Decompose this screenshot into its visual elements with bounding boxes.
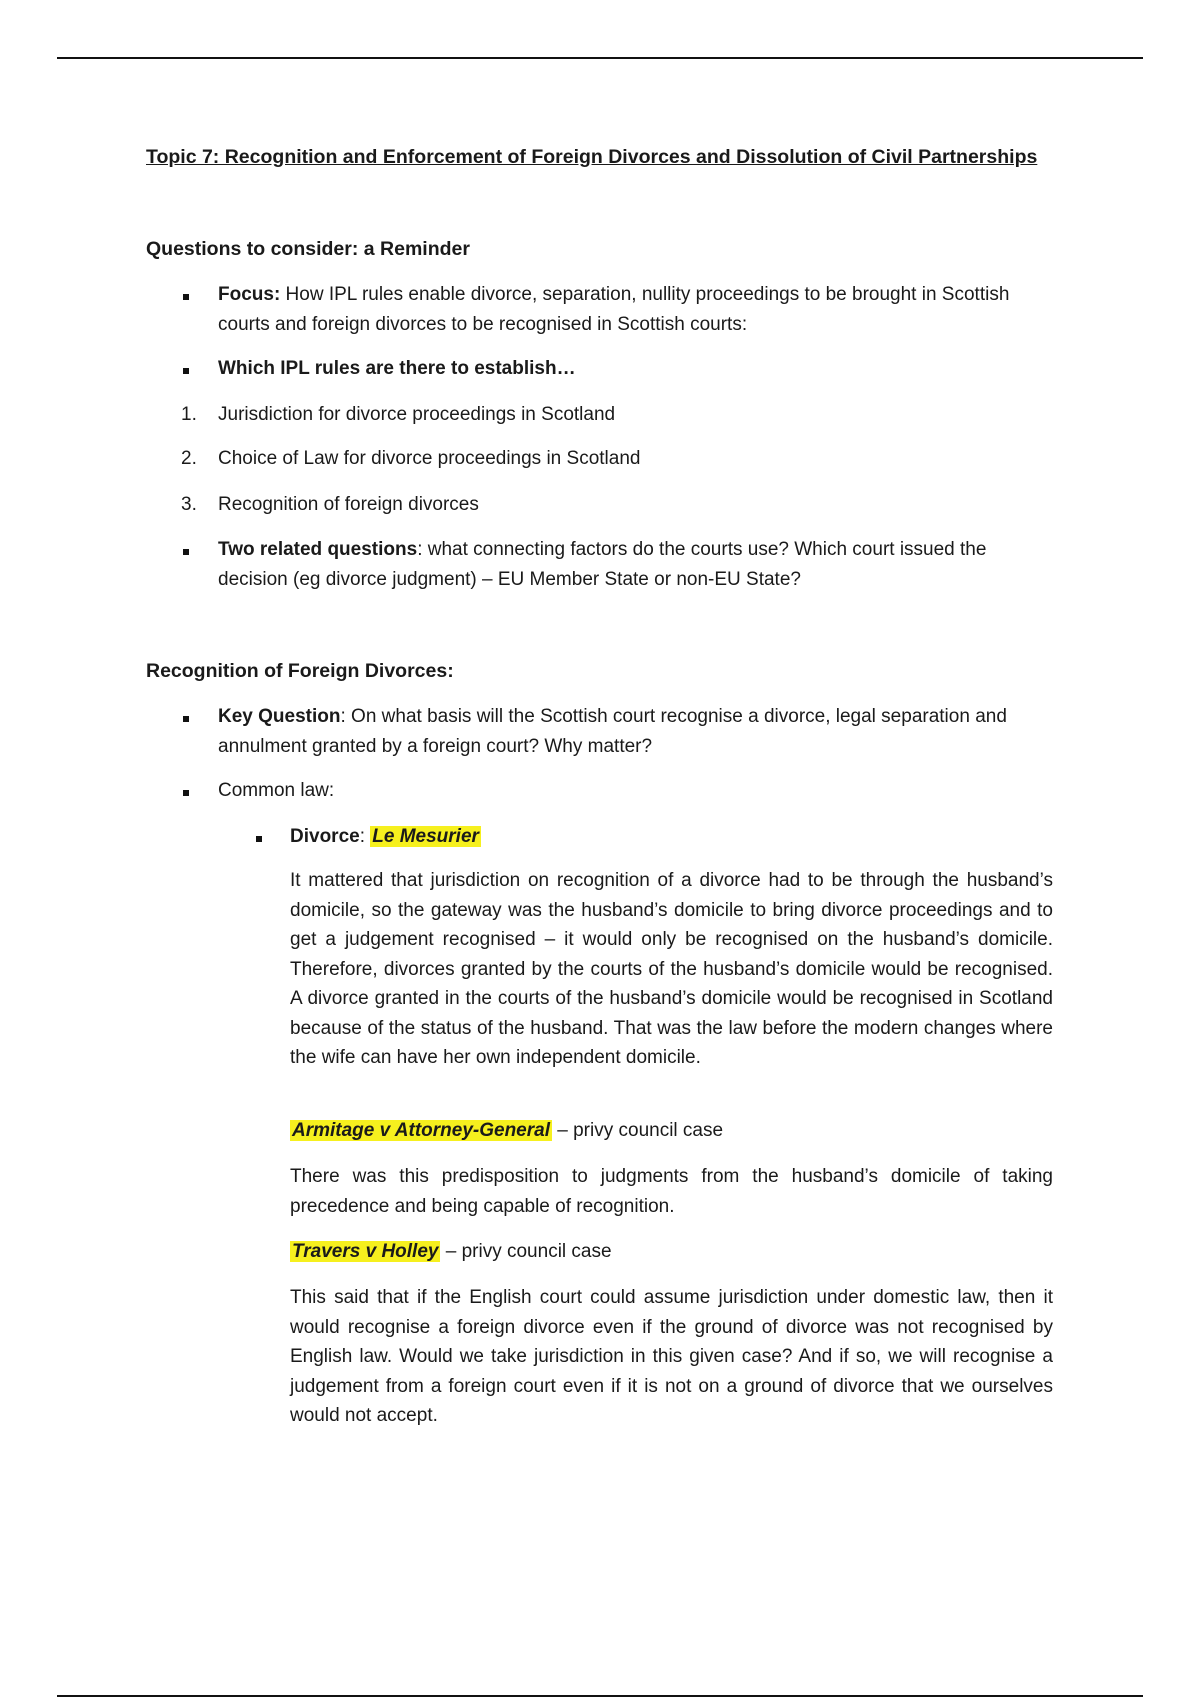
square-bullet-icon bbox=[181, 535, 211, 565]
divorce-label: Divorce bbox=[290, 826, 360, 847]
focus-text: How IPL rules enable divorce, separation, nullity proceedings to be brought in Scottish courts and foreign divorces to be recognised in Scottish courts: bbox=[218, 284, 1010, 335]
item-number: 1. bbox=[181, 404, 197, 425]
paragraph-le-mesurier: It mattered that jurisdiction on recognition of a divorce had to be through the husband’s domicile, so the gateway was the husband’s domicile to bring divorce proceedings and to get a judgement recognised – it would only be recognised on the husband’s domicile. Therefore, divorces granted by the courts of the husband’s domicile would be recognised. A divorce granted in the courts of the husband’s domicile would be recognised in Scotland because of the status of the husband. That was the law before the modern changes where the wife can have her own independent domicile. bbox=[290, 870, 1053, 1068]
case-armitage bbox=[290, 1116, 723, 1146]
sub-item-divorce bbox=[290, 822, 1053, 852]
paragraph-armitage: There was this predisposition to judgments from the husband’s domicile of taking precedence and being capable of recognition. bbox=[290, 1166, 1053, 1217]
page-title: Topic 7: Recognition and Enforcement of Foreign Divorces and Dissolution of Civil Partnerships bbox=[146, 146, 1038, 168]
case-name-travers: Travers v Holley bbox=[292, 1241, 439, 1262]
which-rules-text: Which IPL rules are there to establish… bbox=[218, 358, 576, 379]
list-item-common-law bbox=[218, 776, 1053, 806]
top-rule bbox=[57, 57, 1143, 59]
list-item-related-questions bbox=[218, 535, 1053, 595]
numbered-item-text: Jurisdiction for divorce proceedings in Scotland bbox=[218, 404, 616, 425]
numbered-item bbox=[181, 400, 1053, 430]
case-name-le-mesurier: Le Mesurier bbox=[372, 826, 479, 847]
numbered-item bbox=[181, 444, 1053, 474]
list-item-focus bbox=[218, 280, 1053, 340]
list-item-key-question bbox=[218, 702, 1053, 762]
common-law-text: Common law: bbox=[218, 780, 335, 801]
case-note: – privy council case bbox=[551, 1120, 724, 1141]
item-number: 3. bbox=[181, 494, 197, 515]
numbered-item-text: Choice of Law for divorce proceedings in Scotland bbox=[218, 448, 641, 469]
key-question-label: Key Question bbox=[218, 706, 341, 727]
paragraph-travers: This said that if the English court could assume jurisdiction under domestic law, then it would recognise a foreign divorce even if the ground of divorce was not recognised by English law. Would we take jurisdiction in this given case? And if so, we will recognise a judgement from a foreign court even if it is not on a ground of divorce that we ourselves would not accept. bbox=[290, 1287, 1053, 1426]
square-bullet-icon bbox=[181, 702, 211, 732]
item-number: 2. bbox=[181, 448, 197, 469]
numbered-item bbox=[181, 490, 1053, 520]
square-bullet-icon bbox=[181, 280, 211, 310]
square-bullet-icon bbox=[181, 354, 211, 384]
recognition-heading: Recognition of Foreign Divorces: bbox=[146, 660, 454, 682]
divorce-separator: : bbox=[359, 826, 371, 847]
case-travers bbox=[290, 1237, 612, 1267]
related-text: : what connecting factors do the courts use? Which court issued the decision (eg divorce judgment) – EU Member State or non-EU State? bbox=[218, 539, 987, 590]
case-name-armitage: Armitage v Attorney-General bbox=[292, 1120, 550, 1141]
list-item-which-rules bbox=[218, 354, 1053, 384]
numbered-item-text: Recognition of foreign divorces bbox=[218, 494, 479, 515]
focus-label: Focus: bbox=[218, 284, 281, 305]
key-question-text: : On what basis will the Scottish court recognise a divorce, legal separation and annulment granted by a foreign court? Why matter? bbox=[218, 706, 1007, 757]
square-bullet-icon bbox=[181, 776, 211, 806]
related-label: Two related questions bbox=[218, 539, 418, 560]
bottom-rule bbox=[57, 1695, 1143, 1697]
questions-heading: Questions to consider: a Reminder bbox=[146, 238, 470, 260]
case-note: – privy council case bbox=[440, 1241, 612, 1262]
square-bullet-icon bbox=[254, 822, 284, 852]
